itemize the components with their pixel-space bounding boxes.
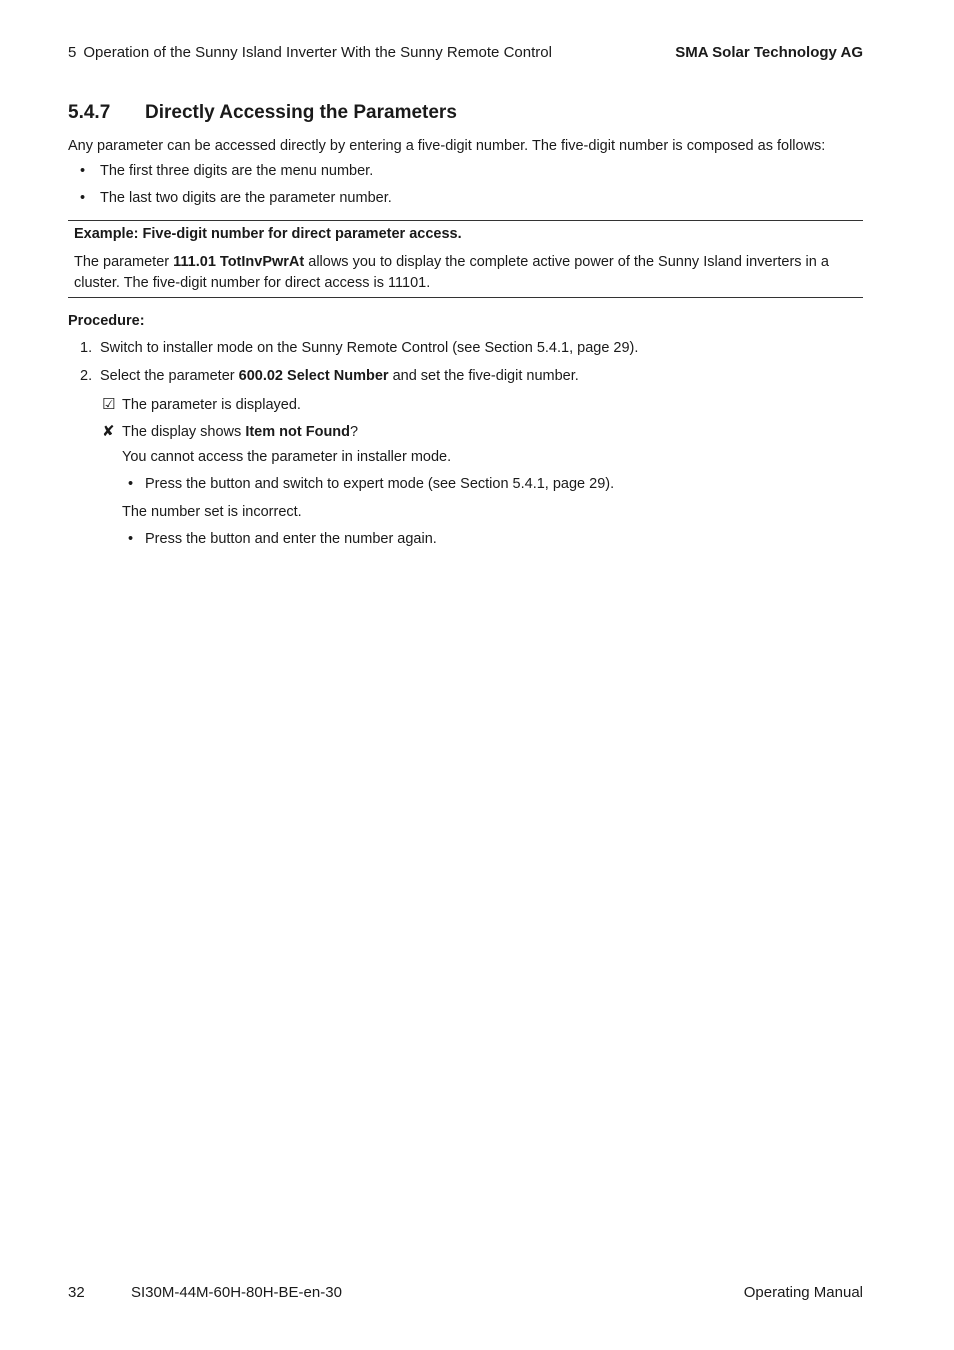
example-text-post: allows you to display the complete active power of the Sunny Island inverters in a cluster. The five-digit number for direct access is 11101. [74, 254, 829, 291]
page-number: 32 [68, 1284, 85, 1301]
list-item [80, 163, 373, 179]
example-text-pre: The parameter [74, 254, 174, 270]
error-cause: You cannot access the parameter in installer mode. [122, 449, 452, 465]
error-cause: The number set is incorrect. [122, 504, 302, 520]
remedy-text: Press the button and enter the number again. [145, 531, 437, 547]
remedy-text: Press the button and switch to expert mode (see Section 5.4.1, page 29). [145, 476, 615, 492]
step-parameter: 600.02 Select Number [238, 368, 389, 384]
result-error-pre: The display shows [122, 424, 246, 440]
section-heading [68, 102, 457, 124]
bullet-icon: • [128, 531, 134, 547]
step-number: 2. [80, 368, 93, 384]
error-remedy [128, 476, 614, 492]
list-item-text: The first three digits are the menu number. [100, 163, 374, 179]
step-text-post: and set the five-digit number. [388, 368, 579, 384]
example-title: Example: Five-digit number for direct parameter access. [74, 226, 462, 242]
result-success [102, 395, 301, 413]
step-text: Switch to installer mode on the Sunny Remote Control (see Section 5.4.1, page 29). [100, 340, 639, 356]
procedure-label: Procedure: [68, 313, 145, 329]
intro-paragraph: Any parameter can be accessed directly by entering a five-digit number. The five-digit number is composed as follows: [68, 138, 826, 154]
result-error [102, 422, 358, 440]
procedure-step [80, 368, 579, 384]
list-item [80, 190, 392, 206]
example-body [74, 252, 859, 294]
bullet-icon: • [80, 190, 86, 206]
step-text-pre: Select the parameter [100, 368, 239, 384]
bullet-icon: • [128, 476, 134, 492]
chapter-number: 5 [68, 44, 77, 61]
company-name: SMA Solar Technology AG [675, 44, 863, 61]
example-parameter: 111.01 TotInvPwrAt [173, 254, 305, 270]
section-title: Directly Accessing the Parameters [145, 102, 457, 123]
list-item-text: The last two digits are the parameter number. [100, 190, 392, 206]
chapter-title: Operation of the Sunny Island Inverter With the Sunny Remote Control [83, 44, 552, 61]
result-error-post: ? [350, 424, 359, 440]
page-header-chapter [68, 44, 552, 61]
cross-icon: ✘ [102, 423, 115, 440]
document-type: Operating Manual [743, 1284, 863, 1301]
section-number: 5.4.7 [68, 102, 111, 123]
example-box [68, 220, 863, 298]
step-number: 1. [80, 340, 93, 356]
bullet-icon: • [80, 163, 86, 179]
check-icon: ☑ [102, 396, 116, 413]
document-id: SI30M-44M-60H-80H-BE-en-30 [131, 1284, 342, 1301]
procedure-step [80, 340, 638, 356]
result-error-item: Item not Found [245, 424, 351, 440]
result-success-text: The parameter is displayed. [122, 397, 301, 413]
error-remedy [128, 531, 437, 547]
